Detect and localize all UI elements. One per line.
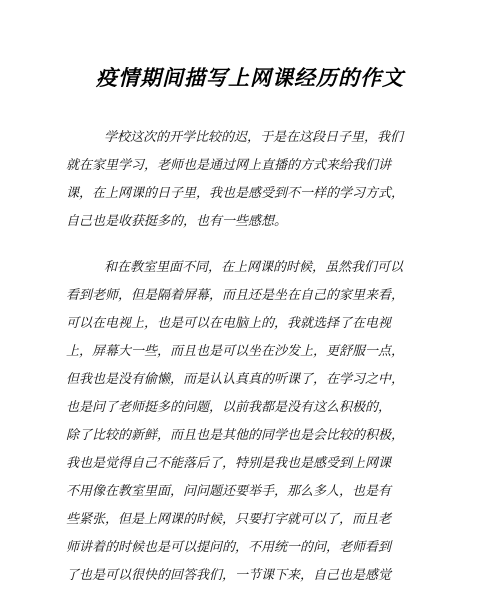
paragraph-line: 了也是可以很快的回答我们，一节课下来，自己也是感觉: [66, 568, 392, 583]
paragraph-line: 课，在上网课的日子里，我也是感受到不一样的学习方式，: [66, 186, 405, 201]
paragraph-line: 也是问了老师挺多的问题，以前我都是没有这么积极的，: [66, 400, 392, 415]
paragraph-line: 我也是觉得自己不能落后了，特别是我也是感受到上网课: [66, 456, 392, 471]
paragraph-line: 除了比较的新鲜，而且也是其他的同学也是会比较的积极，: [66, 428, 405, 443]
paragraph-line: 不用像在教室里面，问问题还要举手，那么多人，也是有: [66, 484, 392, 499]
paragraph-line: 上，屏幕大一些，而且也是可以坐在沙发上，更舒服一点，: [66, 344, 405, 359]
paragraph-line: 但我也是没有偷懒，而是认认真真的听课了，在学习之中，: [66, 372, 405, 387]
paragraph-line: 就在家里学习，老师也是通过网上直播的方式来给我们讲: [66, 158, 392, 173]
paragraph-line: 学校这次的开学比较的迟，于是在这段日子里，我们: [104, 130, 404, 145]
paragraph-line: 和在教室里面不同，在上网课的时候，虽然我们可以: [104, 260, 404, 275]
paragraph-line: 些紧张，但是上网课的时候，只要打字就可以了，而且老: [66, 512, 392, 527]
paragraph-line: 师讲着的时候也是可以提问的，不用统一的问，老师看到: [66, 540, 392, 555]
paragraph-2: [66, 254, 438, 590]
paragraph-1: [66, 124, 438, 236]
paragraph-line: 可以在电视上，也是可以在电脑上的，我就选择了在电视: [66, 316, 392, 331]
paragraph-line: 自己也是收获挺多的，也有一些感想。: [66, 214, 288, 229]
document-title: 疫情期间描写上网课经历的作文: [96, 65, 404, 90]
paragraph-line: 看到老师，但是隔着屏幕，而且还是坐在自己的家里来看，: [66, 288, 405, 303]
